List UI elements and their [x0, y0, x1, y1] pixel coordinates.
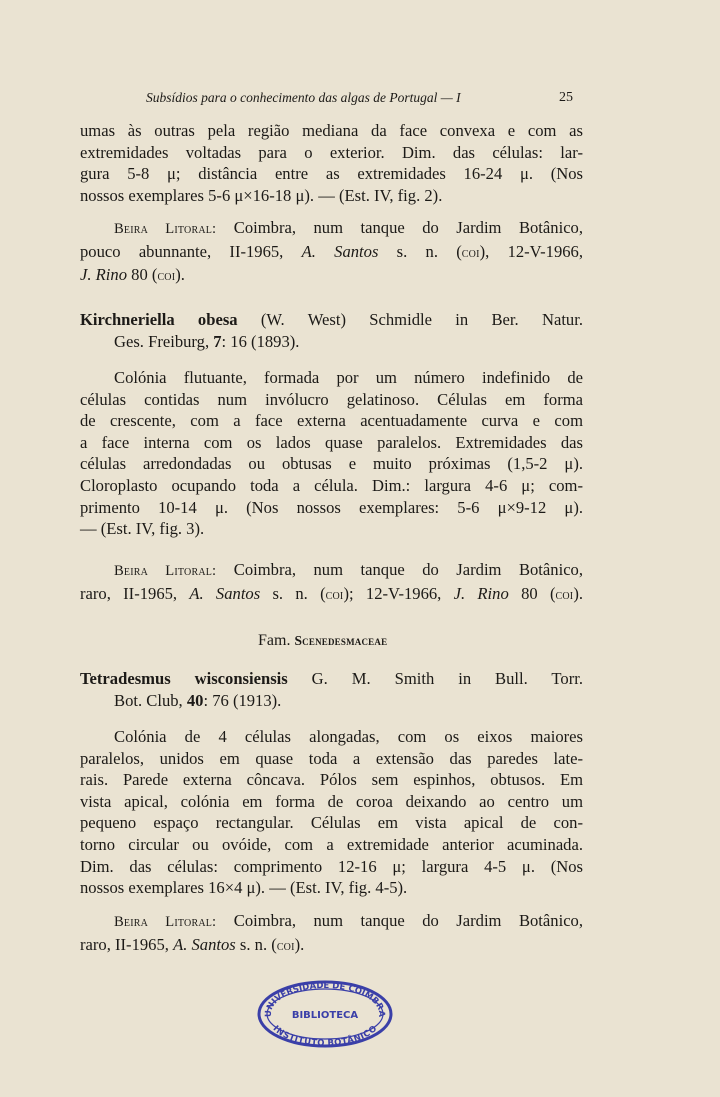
text-fragment: ). — [294, 934, 305, 954]
volume-number: 40 — [186, 691, 204, 710]
text-fragment: s. n. ( — [235, 934, 277, 954]
species-name: Kirchneriella obesa — [80, 310, 238, 329]
text-line — [80, 241, 583, 265]
family-prefix: Fam. — [258, 632, 295, 649]
text-line — [114, 690, 583, 712]
text-line: Colónia de 4 células alongadas, com os eixos maiores — [114, 727, 583, 746]
region-label: Beira Litoral: — [114, 563, 217, 579]
family-name: Scenedesmaceae — [294, 633, 388, 648]
species-author: (W. West) Schmidle in Ber. Natur. — [237, 310, 583, 329]
species-name: Tetradesmus wisconsiensis — [80, 669, 288, 688]
description-paragraph — [80, 726, 583, 899]
paragraph-continuation — [80, 120, 583, 206]
stamp-bottom-text: INSTITUTO BOTÂNICO — [270, 1023, 380, 1048]
text-line: nossos exemplares 16×4 μ). — (Est. IV, fig. 4-5). — [80, 878, 408, 898]
text-line — [114, 331, 583, 353]
text-line: rais. Parede externa côncava. Pólos sem espinhos, obtusos. Em — [80, 770, 583, 790]
text-fragment: ). — [175, 265, 185, 285]
text-line — [80, 583, 583, 607]
family-heading — [258, 632, 387, 650]
text-line: torno circular ou ovóide, com a extremidade anterior acuminada. — [80, 834, 583, 854]
region-label: Beira Litoral: — [114, 221, 217, 237]
text-fragment: pouco abunnante, II-1965, — [80, 241, 302, 261]
text-line — [80, 264, 583, 288]
page-number: 25 — [559, 90, 573, 105]
text-line: nossos exemplares 5-6 μ×16-18 μ). — (Est. IV, fig. 2). — [80, 185, 443, 205]
collector-name: J. Rino — [80, 265, 128, 285]
text-fragment: Ges. Freiburg, — [114, 332, 214, 351]
text-fragment: Coimbra, num tanque do Jardim Botânico, — [216, 560, 584, 579]
text-fragment: Bot. Club, — [114, 691, 187, 710]
text-fragment: raro, II-1965, — [80, 934, 174, 954]
text-fragment: s. n. ( — [378, 241, 462, 261]
locality-record — [80, 910, 583, 957]
herbarium-code: coi — [555, 586, 574, 603]
library-stamp — [255, 976, 395, 1048]
text-line — [80, 934, 583, 958]
text-line: células arredondadas ou obtusas e muito próximas (1,5-2 μ). — [80, 454, 583, 474]
running-title: Subsídios para o conhecimento das algas de Portugal — I — [146, 90, 461, 105]
text-fragment: ); 12-V-1966, — [343, 583, 454, 603]
text-line: Dim. das células: comprimento 12-16 μ; largura 4-5 μ. (Nos — [80, 856, 583, 876]
region-label: Beira Litoral: — [114, 914, 217, 930]
text-fragment: ), 12-V-1966, — [479, 241, 584, 261]
volume-number: 7 — [213, 332, 222, 351]
text-fragment: 80 ( — [508, 583, 556, 603]
text-line: vista apical, colónia em forma de coroa deixando ao centro um — [80, 791, 583, 811]
text-line — [80, 217, 583, 241]
stamp-middle-text: BIBLIOTECA — [291, 1010, 359, 1021]
collector-name: A. Santos — [189, 583, 261, 603]
text-line — [80, 309, 583, 331]
species-heading — [80, 309, 583, 353]
text-line: células contidas num invólucro gelatinoso. Células em forma — [80, 389, 583, 409]
text-fragment: Coimbra, num tanque do Jardim Botânico, — [216, 911, 584, 930]
text-fragment: s. n. ( — [260, 583, 326, 603]
text-line: pequeno espaço rectangular. Células em vista apical de con- — [80, 813, 583, 833]
description-paragraph — [80, 367, 583, 540]
text-fragment: raro, II-1965, — [80, 583, 190, 603]
species-heading — [80, 668, 583, 712]
herbarium-code: coi — [157, 268, 176, 285]
species-author: G. M. Smith in Bull. Torr. — [287, 669, 583, 688]
text-fragment: ). — [573, 583, 583, 603]
text-line — [80, 559, 583, 583]
stamp-top-text: UNIVERSIDADE DE COIMBRA — [263, 980, 387, 1018]
text-line — [80, 668, 583, 690]
running-header — [146, 90, 573, 106]
herbarium-code: coi — [461, 244, 480, 261]
text-line: — (Est. IV, fig. 3). — [80, 519, 205, 539]
text-line: a face interna com os lados quase paralelos. Extremidades das — [80, 432, 583, 452]
text-line — [80, 910, 583, 934]
herbarium-code: coi — [276, 937, 295, 954]
collector-name: A. Santos — [173, 934, 236, 954]
text-line: gura 5-8 μ; distância entre as extremidades 16-24 μ. (Nos — [80, 164, 583, 184]
text-line: umas às outras pela região mediana da face convexa e com as — [80, 121, 583, 140]
text-fragment: 80 ( — [127, 265, 158, 285]
stamp-graphic — [255, 976, 395, 1048]
herbarium-code: coi — [325, 586, 344, 603]
collector-name: J. Rino — [453, 583, 509, 603]
locality-record — [80, 559, 583, 606]
text-line: paralelos, unidos em quase toda a extensão das paredes late- — [80, 748, 583, 768]
text-line: primento 10-14 μ. (Nos nossos exemplares: 5-6 μ×9-12 μ). — [80, 497, 583, 517]
text-line: Cloroplasto ocupando toda a célula. Dim.: largura 4-6 μ; com- — [80, 475, 583, 495]
text-fragment: : 16 (1893). — [221, 332, 300, 351]
text-line: Colónia flutuante, formada por um número indefinido de — [114, 368, 583, 387]
locality-record — [80, 217, 583, 288]
text-fragment: Coimbra, num tanque do Jardim Botânico, — [216, 218, 584, 237]
text-line: de crescente, com a face externa acentuadamente curva e com — [80, 411, 583, 431]
text-fragment: : 76 (1913). — [203, 691, 282, 710]
collector-name: A. Santos — [301, 241, 379, 261]
text-line: extremidades voltadas para o exterior. Dim. das células: lar- — [80, 142, 583, 162]
